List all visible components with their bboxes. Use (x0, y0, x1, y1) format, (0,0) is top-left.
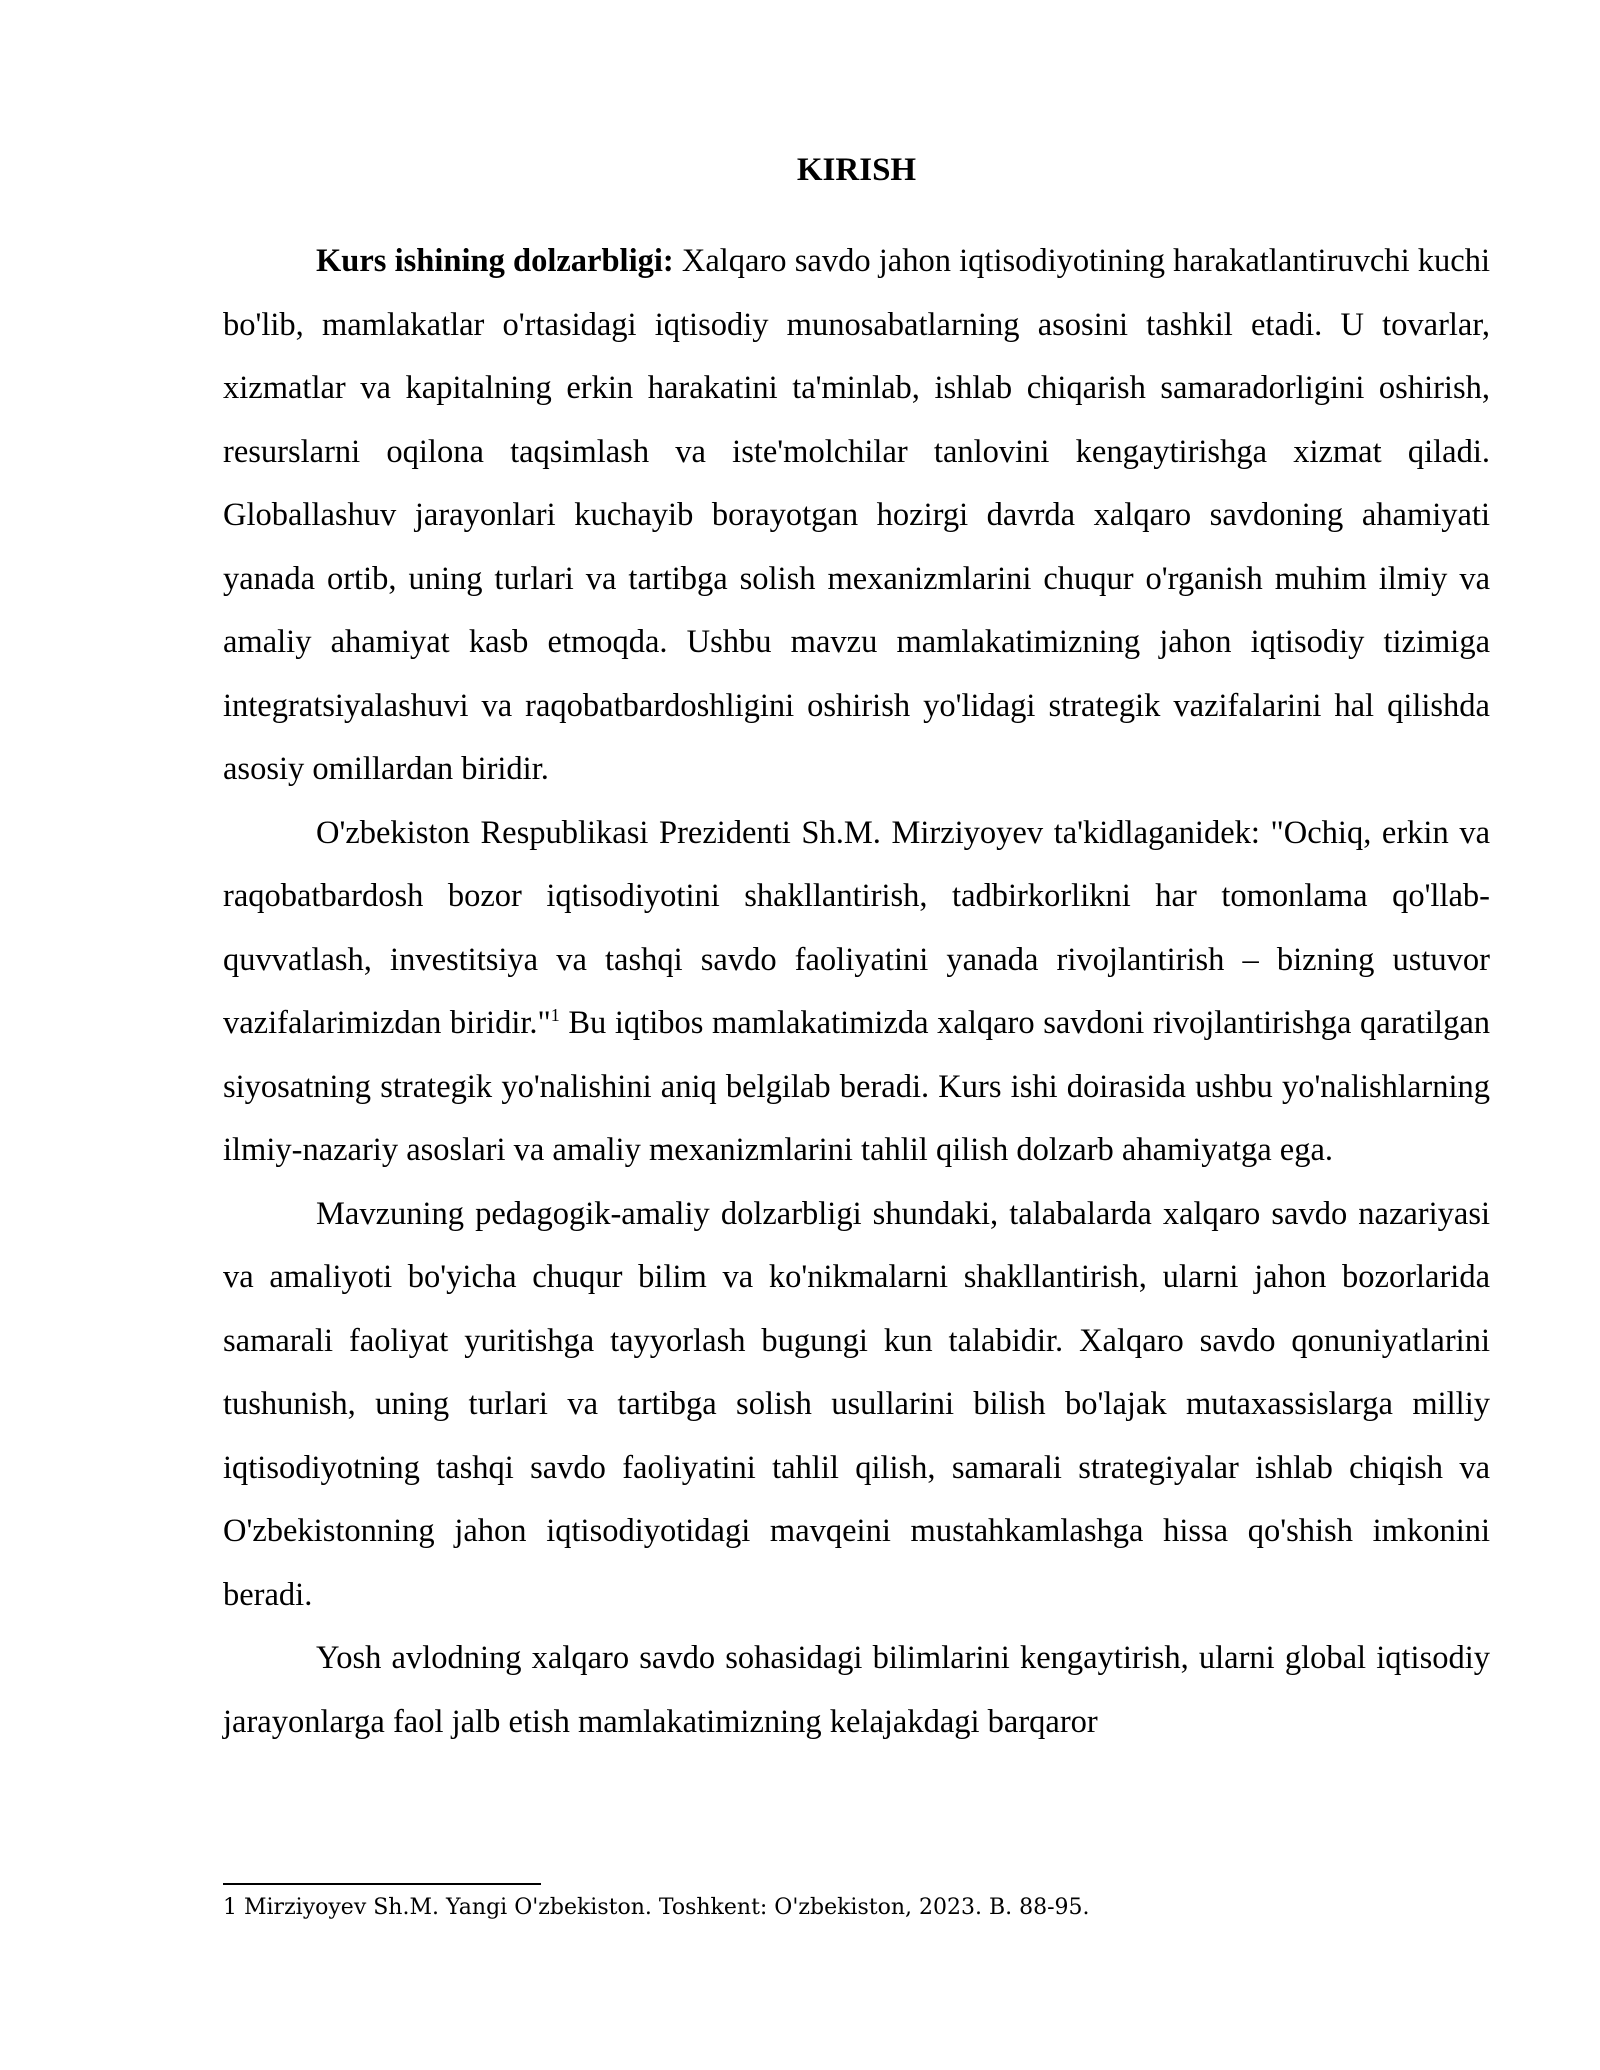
paragraph-text: Xalqaro savdo jahon iqtisodiyotining harakatlantiruvchi kuchi bo'lib, mamlakatlar o'rtasidagi iqtisodiy munosabatlarning asosini tashkil etadi. U tovarlar, xizmatlar va kapitalning erkin harakatini ta'minlab, ishlab chiqarish samaradorligini oshirish, resurslarni oqilona taqsimlash va iste'molchilar tanlovini kengaytirishga xizmat qiladi. Globallashuv jarayonlari kuchayib borayotgan hozirgi davrda xalqaro savdoning ahamiyati yanada ortib, uning turlari va tartibga solish mexanizmlarini chuqur o'rganish muhim ilmiy va amaliy ahamiyat kasb etmoqda. Ushbu mavzu mamlakatimizning jahon iqtisodiy tizimiga integratsiyalashuvi va raqobatbardoshligini oshirish yo'lidagi strategik vazifalarini hal qilishda asosiy omillardan biridir. (223, 243, 1490, 787)
paragraph-text-before: O'zbekiston Respublikasi Prezidenti Sh.M. Mirziyoyev ta'kidlaganidek: "Ochiq, erkin va raqobatbardosh bozor iqtisodiyotini shakllantirish, tadbirkorlikni har tomonlama qo'llab-quvvatlash, investitsiya va tashqi savdo faoliyatini yanada rivojlantirish – bizning ustuvor vazifalarimizdan biridir." (223, 814, 1490, 1041)
footnote-text: 1 Mirziyoyev Sh.M. Yangi O'zbekiston. Toshkent: O'zbekiston, 2023. B. 88-95. (223, 1895, 1090, 1920)
paragraph-lead: Kurs ishining dolzarbligi: (316, 243, 674, 279)
paragraph-relevance (223, 230, 1490, 802)
document-page (223, 150, 1490, 1754)
paragraph-youth (223, 1627, 1490, 1754)
paragraph-text: Yosh avlodning xalqaro savdo sohasidagi bilimlarini kengaytirish, ularni global iqtisodiy jarayonlarga faol jalb etish mamlakatimizning kelajakdagi barqaror (223, 1640, 1490, 1740)
paragraph-pedagogical (223, 1183, 1490, 1628)
footnote-separator (223, 1883, 541, 1885)
page-title: KIRISH (796, 152, 917, 188)
paragraph-text: Mavzuning pedagogik-amaliy dolzarbligi shundaki, talabalarda xalqaro savdo nazariyasi va amaliyoti bo'yicha chuqur bilim va ko'nikmalarni shakllantirish, ularni jahon bozorlarida samarali faoliyat yuritishga tayyorlash bugungi kun talabidir. Xalqaro savdo qonuniyatlarini tushunish, uning turlari va tartibga solish usullarini bilish bo'lajak mutaxassislarga milliy iqtisodiyotning tashqi savdo faoliyatini tahlil qilish, samarali strategiyalar ishlab chiqish va O'zbekistonning jahon iqtisodiyotidagi mavqeini mustahkamlashga hissa qo'shish imkonini beradi. (223, 1195, 1490, 1613)
paragraph-text-after: Bu iqtibos mamlakatimizda xalqaro savdoni rivojlantirishga qaratilgan siyosatning strategik yo'nalishini aniq belgilab beradi. Kurs ishi doirasida ushbu yo'nalishlarning ilmiy-nazariy asoslari va amaliy mexanizmlarini tahlil qilish dolzarb ahamiyatga ega. (223, 1005, 1490, 1168)
paragraph-quote (223, 802, 1490, 1183)
footnote-reference[interactable]: 1 (550, 1005, 560, 1026)
